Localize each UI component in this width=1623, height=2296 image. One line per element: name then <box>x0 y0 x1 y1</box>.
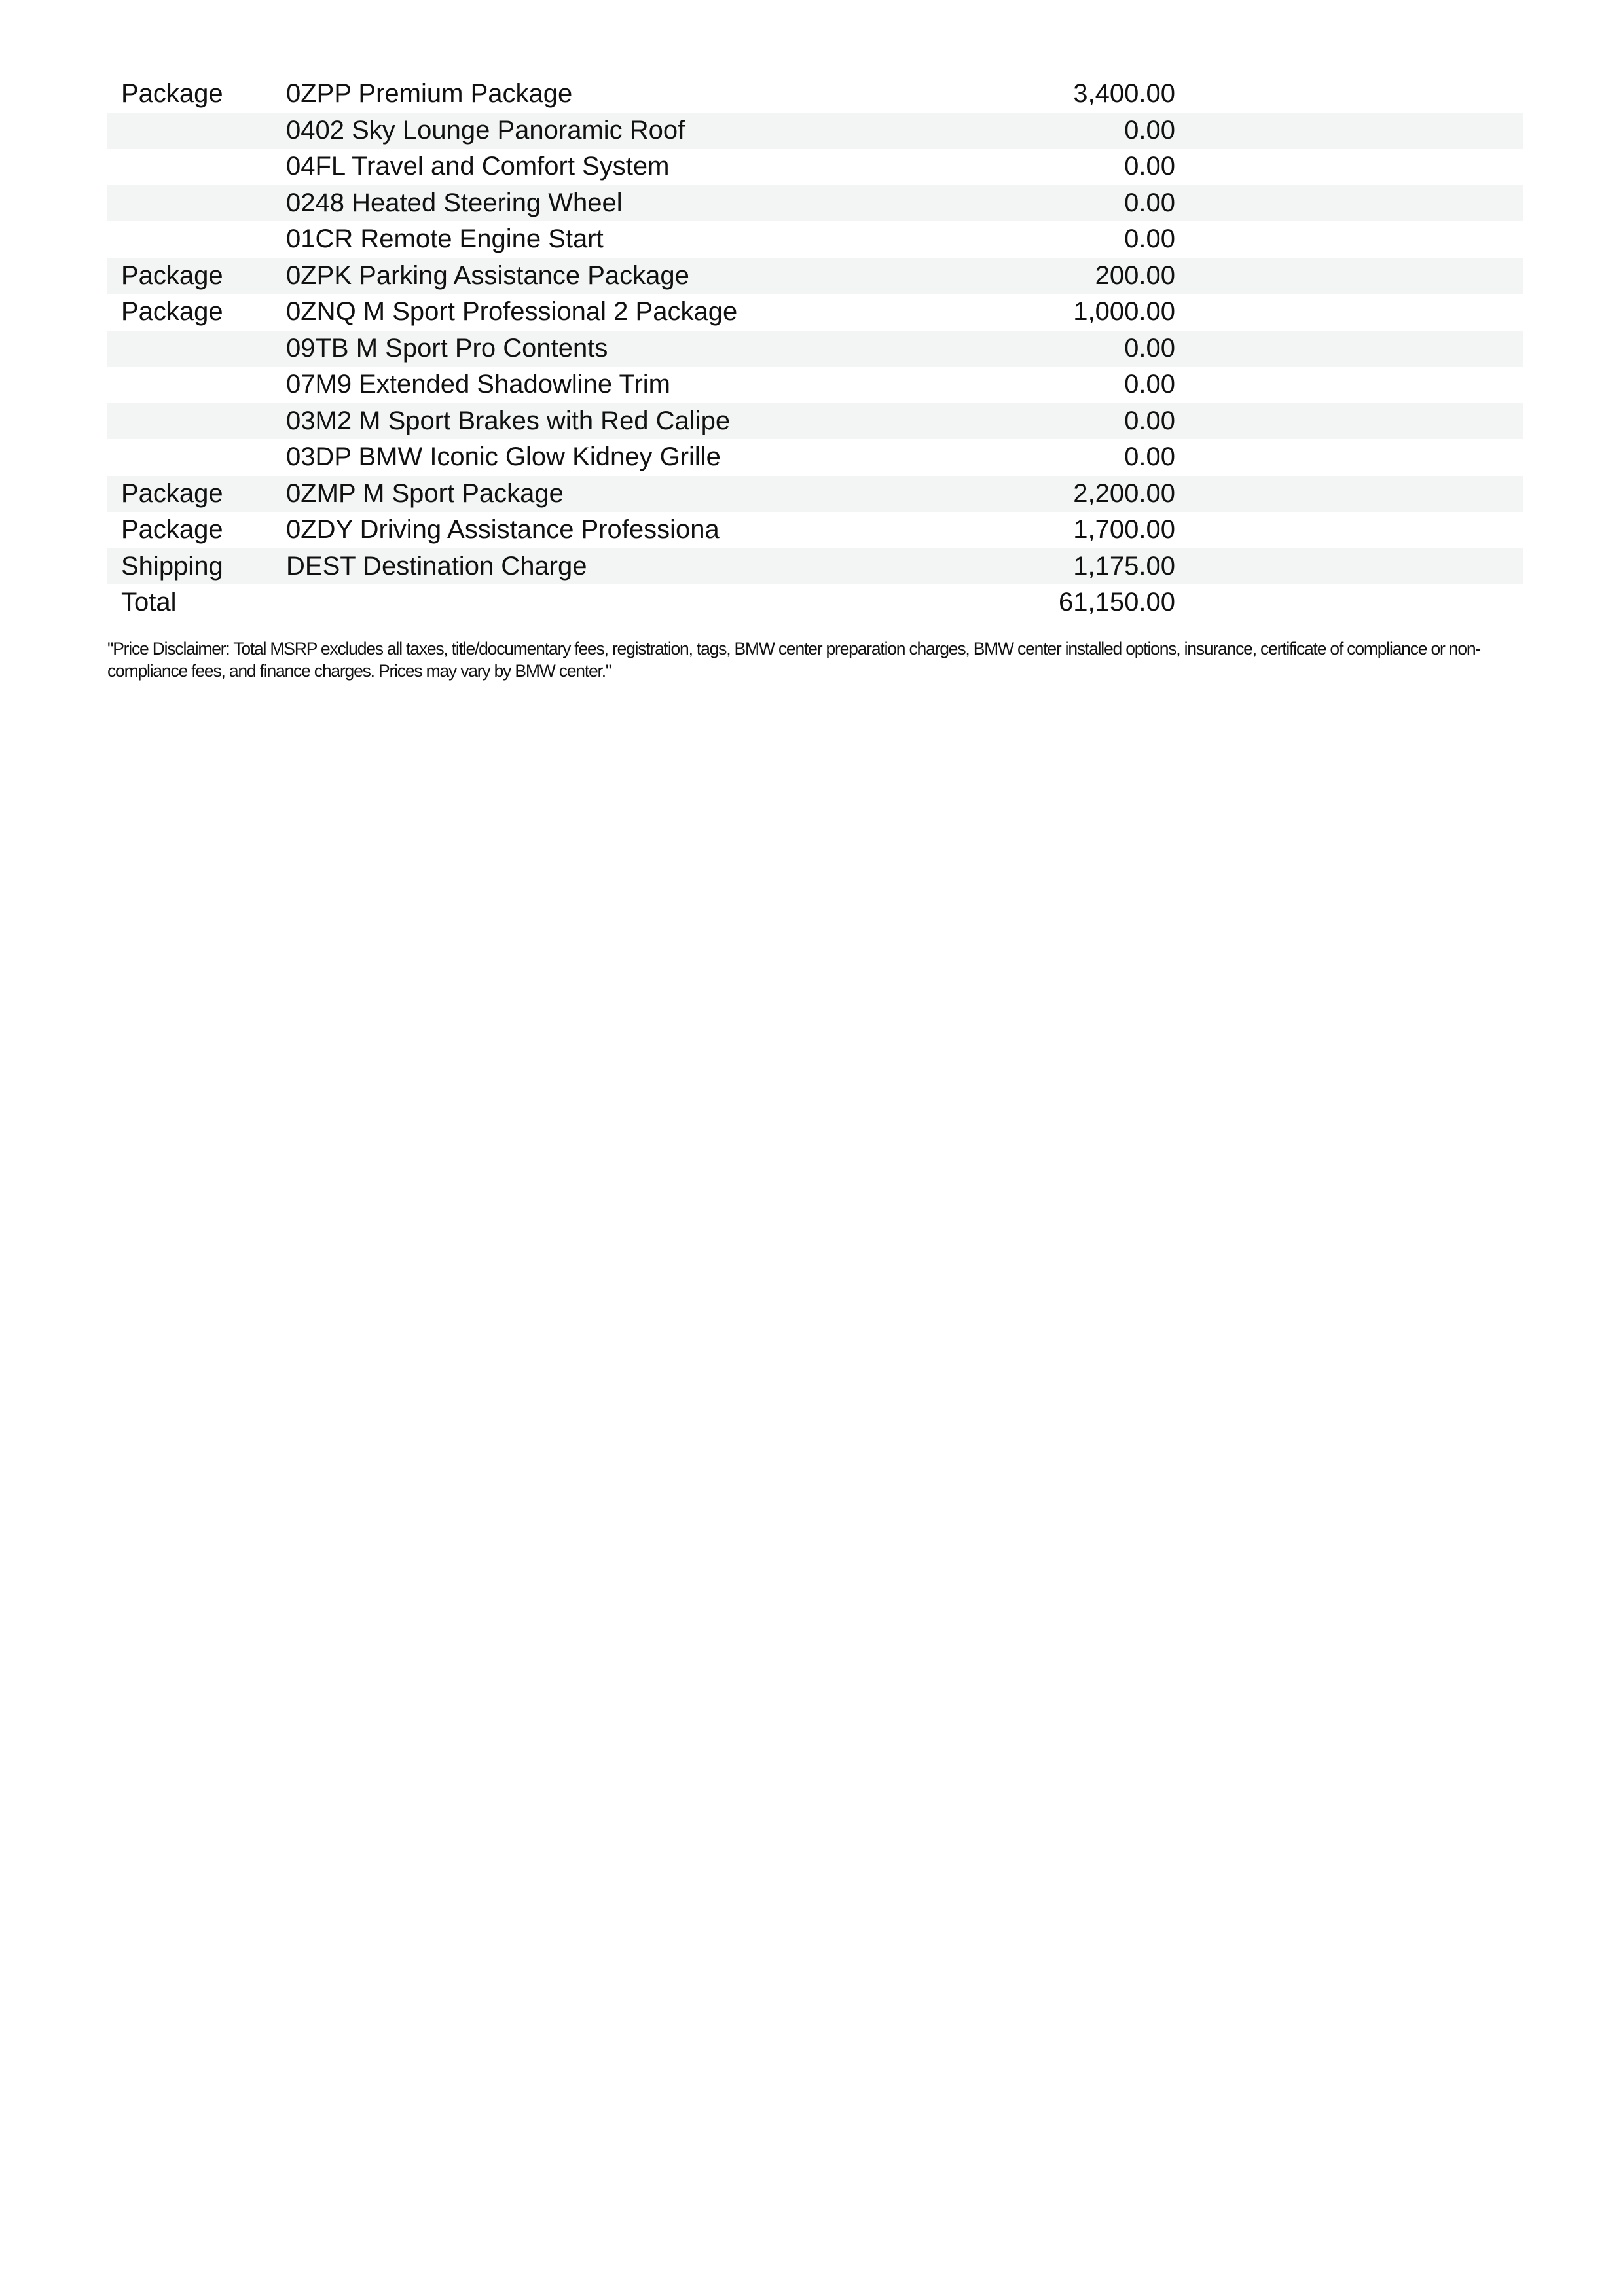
row-amount: 0.00 <box>1124 152 1175 181</box>
row-category: Package <box>121 79 223 108</box>
table-row <box>107 403 1523 440</box>
row-description: 09TB M Sport Pro Contents <box>286 333 608 363</box>
row-description: 0ZNQ M Sport Professional 2 Package <box>286 297 738 326</box>
row-amount: 3,400.00 <box>1073 79 1175 108</box>
table-row <box>107 439 1523 476</box>
price-disclaimer: "Price Disclaimer: Total MSRP excludes all taxes, title/documentary fees, registration, tags, BMW center preparation charges, BMW center installed options, insurance, certificate of compliance or non-compliance fees, and finance charges. Prices may vary by BMW center." <box>107 639 1481 681</box>
row-amount: 0.00 <box>1124 406 1175 435</box>
row-amount: 0.00 <box>1124 115 1175 145</box>
row-description: 0ZPP Premium Package <box>286 79 573 108</box>
row-description: DEST Destination Charge <box>286 551 587 581</box>
row-amount: 2,200.00 <box>1073 478 1175 508</box>
row-description: 0ZPK Parking Assistance Package <box>286 260 689 290</box>
row-category: Shipping <box>121 551 223 581</box>
row-description: 0248 Heated Steering Wheel <box>286 188 623 217</box>
row-amount: 1,175.00 <box>1073 551 1175 581</box>
row-category: Package <box>121 478 223 508</box>
price-table <box>107 76 1523 621</box>
table-row <box>107 149 1523 185</box>
row-description: 03DP BMW Iconic Glow Kidney Grille <box>286 442 721 471</box>
total-label: Total <box>121 588 177 617</box>
row-description: 0ZDY Driving Assistance Professiona <box>286 515 720 544</box>
row-description: 07M9 Extended Shadowline Trim <box>286 370 670 399</box>
table-row <box>107 258 1523 295</box>
table-row <box>107 331 1523 367</box>
table-row <box>107 548 1523 585</box>
row-amount: 200.00 <box>1095 260 1175 290</box>
row-amount: 0.00 <box>1124 333 1175 363</box>
row-category: Package <box>121 260 223 290</box>
row-amount: 0.00 <box>1124 224 1175 253</box>
table-row <box>107 294 1523 331</box>
row-amount: 0.00 <box>1124 370 1175 399</box>
row-description: 0402 Sky Lounge Panoramic Roof <box>286 115 685 145</box>
table-row <box>107 76 1523 113</box>
row-description: 04FL Travel and Comfort System <box>286 152 670 181</box>
row-amount: 0.00 <box>1124 188 1175 217</box>
total-row <box>107 584 1523 621</box>
row-category: Package <box>121 515 223 544</box>
table-row <box>107 367 1523 403</box>
row-description: 03M2 M Sport Brakes with Red Calipe <box>286 406 731 435</box>
row-description: 0ZMP M Sport Package <box>286 478 564 508</box>
table-row <box>107 476 1523 512</box>
table-row <box>107 113 1523 149</box>
row-amount: 1,700.00 <box>1073 515 1175 544</box>
table-row <box>107 512 1523 548</box>
total-amount: 61,150.00 <box>1059 588 1175 617</box>
table-row <box>107 185 1523 222</box>
row-amount: 0.00 <box>1124 442 1175 471</box>
row-category: Package <box>121 297 223 326</box>
row-description: 01CR Remote Engine Start <box>286 224 604 253</box>
row-amount: 1,000.00 <box>1073 297 1175 326</box>
table-row <box>107 221 1523 258</box>
